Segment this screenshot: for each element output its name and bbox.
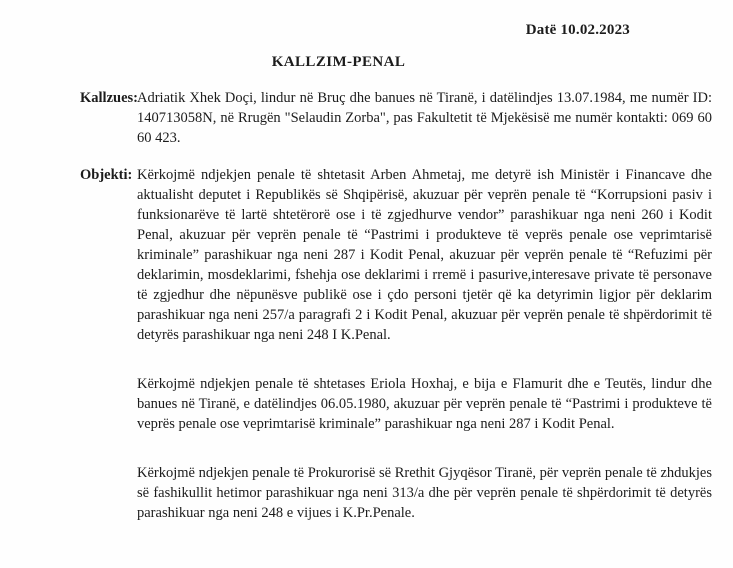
- section-objekti-label: Objekti:: [80, 167, 133, 183]
- document-date: Datë 10.02.2023: [525, 22, 630, 38]
- objekti-paragraph-prokuroria: Kërkojmë ndjekjen penale të Prokurorisë së Rrethit Gjyqësor Tiranë, për veprën penale të zhdukjes së fashikullit hetimor parashikuar nga neni 313/a dhe për veprën penale të shpërdorimit të detyrës parashikuar nga neni 248 e vijues i K.Pr.Penale.: [137, 465, 712, 521]
- objekti-paragraph-ahmetaj: Kërkojmë ndjekjen penale të shtetasit Arben Ahmetaj, me detyrë ish Ministër i Financave dhe aktualisht deputet i Republikës së Shqipërisë, akuzuar për veprën penale të “Korrupsioni pasiv i funksionarëve të lartë shtetërorë ose i të zgjedhurve vendor” parashikuar nga neni 260 i Kodit Penal, akuzuar për veprën penale të “Pastrimi i produkteve të veprës penale ose veprimtarisë kriminale” parashikuar nga neni 287 i Kodit Penal, akuzuar për veprën penale të “Refuzimi për deklarimin, mosdeklarimi, fshehja ose deklarimi i rremë i pasurive,interesave private të personave të zgjedhur dhe nëpunësve publikë ose i çdo personi tjetër që ka detyrimin ligjor për deklarim parashikuar nga neni 257/a paragrafi 2 i Kodit Penal, akuzuar për veprën penale të shpërdorimit të detyrës parashikuar nga neni 248 I K.Penal.: [137, 167, 712, 343]
- section-kallzues: [80, 88, 712, 148]
- section-objekti: [80, 165, 712, 523]
- objekti-paragraph-hoxhaj: Kërkojmë ndjekjen penale të shtetases Eriola Hoxhaj, e bija e Flamurit dhe e Teutës, lindur dhe banues në Tiranë, e datëlindjes 06.05.1980, akuzuar për veprën penale të “Pastrimi i produkteve të veprës penale ose veprimtarisë kriminale” parashikuar nga neni 287 i Kodit Penal.: [137, 376, 712, 432]
- section-kallzues-label: Kallzues:: [80, 90, 138, 106]
- document-title: KALLZIM-PENAL: [271, 54, 406, 70]
- document-body: [80, 88, 712, 523]
- kallzues-paragraph: Adriatik Xhek Doçi, lindur në Bruç dhe banues në Tiranë, i datëlindjes 13.07.1984, me numër ID: 140713058N, në Rrugën "Selaudin Zorba", pas Fakultetit të Mjekësisë me numër kontakti: 069 60 60 423.: [137, 90, 712, 146]
